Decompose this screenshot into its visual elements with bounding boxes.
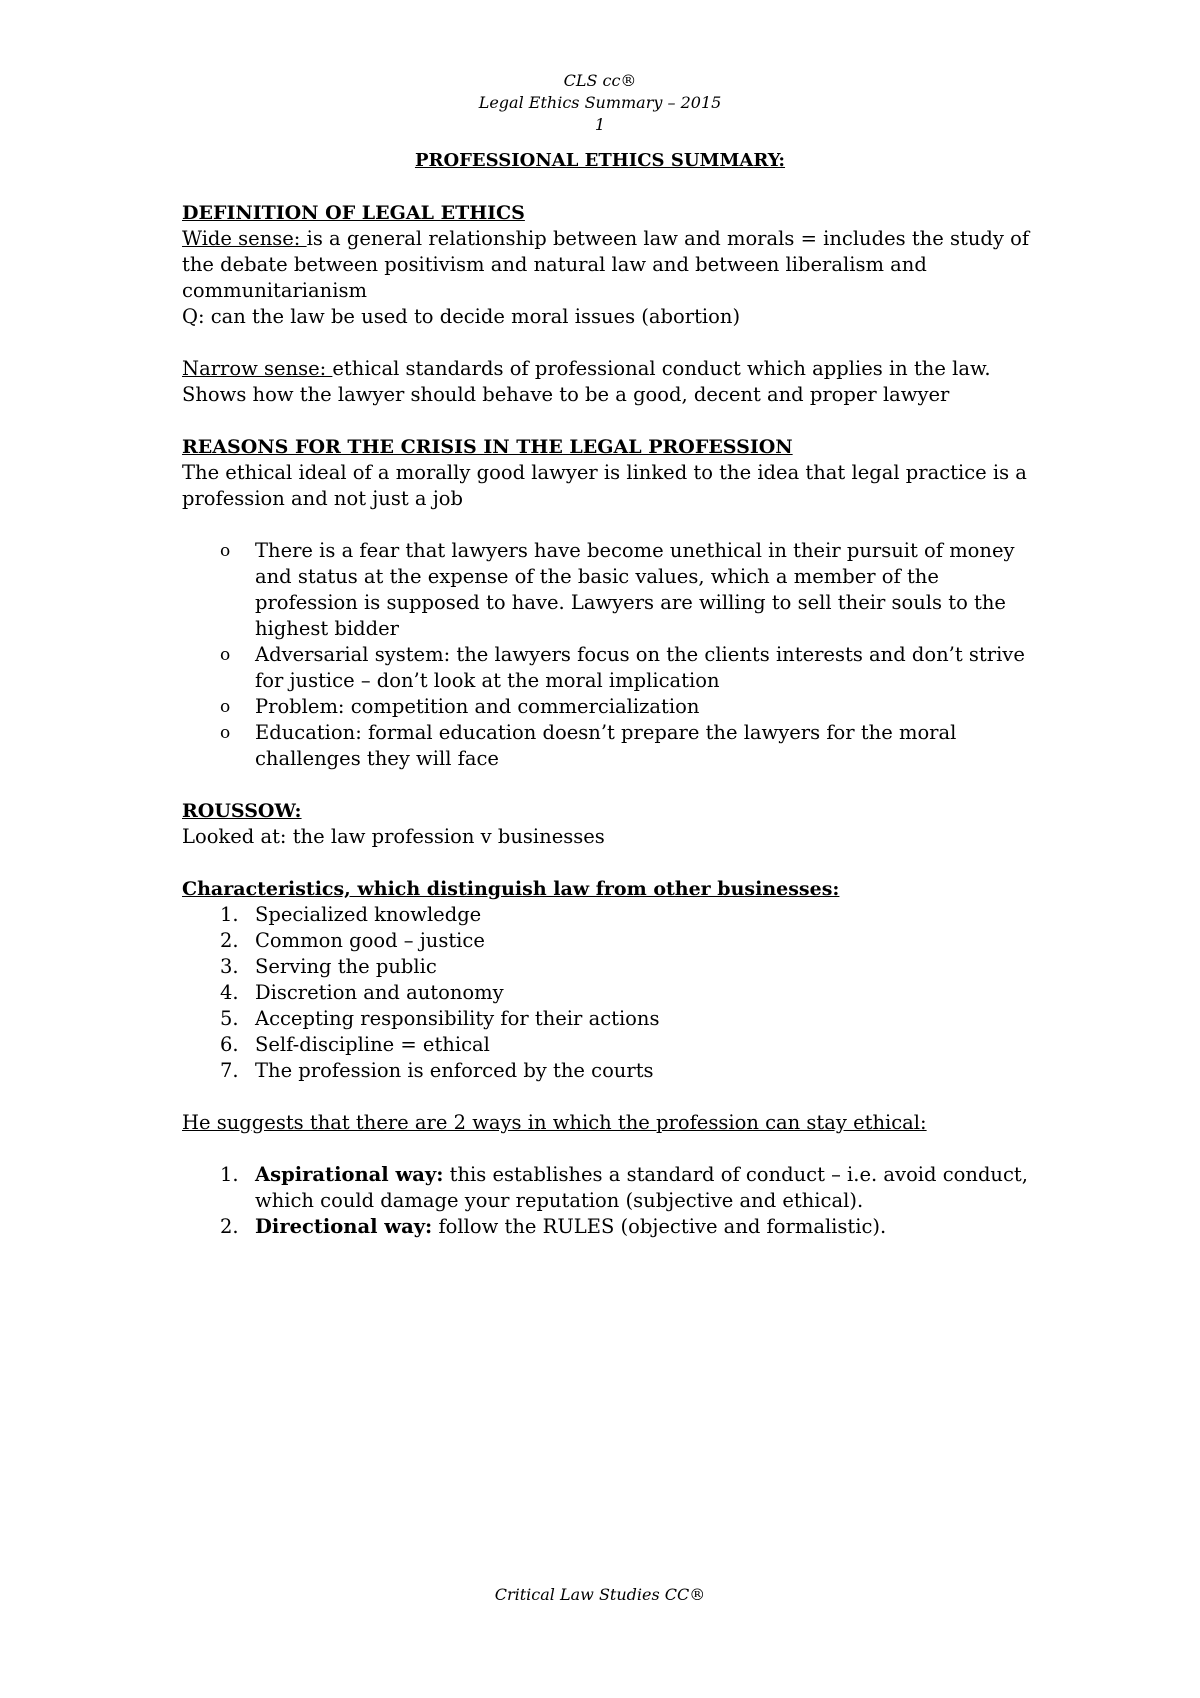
wide-sense-paragraph [182,226,1042,304]
bullet-icon: o [220,645,231,665]
crisis-intro: The ethical ideal of a morally good lawyer is linked to the idea that legal practice is a profession and not just a job [182,461,1027,510]
question-paragraph: Q: can the law be used to decide moral issues (abortion) [182,305,741,328]
document-title: PROFESSIONAL ETHICS SUMMARY: [414,150,786,171]
document-body [182,148,1042,1240]
page-header [0,70,1200,136]
list-item: 2. Directional way: follow the RULES (objective and formalistic). [220,1215,887,1238]
header-doc-title: Legal Ethics Summary – 2015 [478,93,722,112]
list-item: 2. Common good – justice [220,929,485,952]
bullet-icon: o [220,541,231,561]
list-item: o Problem: competition and commercialization [220,695,700,718]
list-item: o Education: formal education doesn’t prepare the lawyers for the moral challenges they will face [220,721,957,770]
narrow-sense-paragraph [182,356,1042,382]
header-page-number: 1 [594,115,606,134]
crisis-bullet-list [182,538,1042,772]
narrow-sense-paragraph-2: Shows how the lawyer should behave to be a good, decent and proper lawyer [182,383,950,406]
heading-crisis: REASONS FOR THE CRISIS IN THE LEGAL PROFESSION [182,436,793,458]
wide-sense-label: Wide sense: [182,227,307,250]
list-item: 6. Self-discipline = ethical [220,1033,490,1056]
bullet-icon: o [220,723,231,743]
list-item: 7. The profession is enforced by the courts [220,1059,654,1082]
heading-roussow: ROUSSOW: [182,800,302,822]
list-item: o There is a fear that lawyers have become unethical in their pursuit of money and status at the expense of the basic values, which a member of the profession is supposed to have. Lawyers are willing to sell their souls to the highest bidder [220,539,1015,640]
narrow-sense-text: ethical standards of professional conduct which applies in the law. [332,357,991,380]
wide-sense-text: is a general relationship between law and morals = includes the study of the debate between positivism and natural law and between liberalism and communitarianism [182,227,1030,302]
characteristics-list [182,902,1042,1084]
list-item: 4. Discretion and autonomy [220,981,504,1004]
heading-characteristics: Characteristics, which distinguish law from other businesses: [182,878,840,900]
list-item: 5. Accepting responsibility for their actions [220,1007,660,1030]
list-item: 1. Specialized knowledge [220,903,482,926]
roussow-looked-at: Looked at: the law profession v businesses [182,825,605,848]
bullet-icon: o [220,697,231,717]
page-footer: Critical Law Studies CC® [494,1585,706,1604]
list-item: 1. Aspirational way: this establishes a standard of conduct – i.e. avoid conduct, which could damage your reputation (subjective and ethical). [220,1163,1028,1212]
header-company: CLS cc® [563,71,637,90]
ways-heading: He suggests that there are 2 ways in which the profession can stay ethical: [182,1111,927,1134]
ways-list [182,1162,1042,1240]
list-item: o Adversarial system: the lawyers focus on the clients interests and don’t strive for justice – don’t look at the moral implication [220,643,1025,692]
narrow-sense-label: Narrow sense: [182,357,333,380]
list-item: 3. Serving the public [220,955,437,978]
heading-definition: DEFINITION OF LEGAL ETHICS [182,202,525,224]
